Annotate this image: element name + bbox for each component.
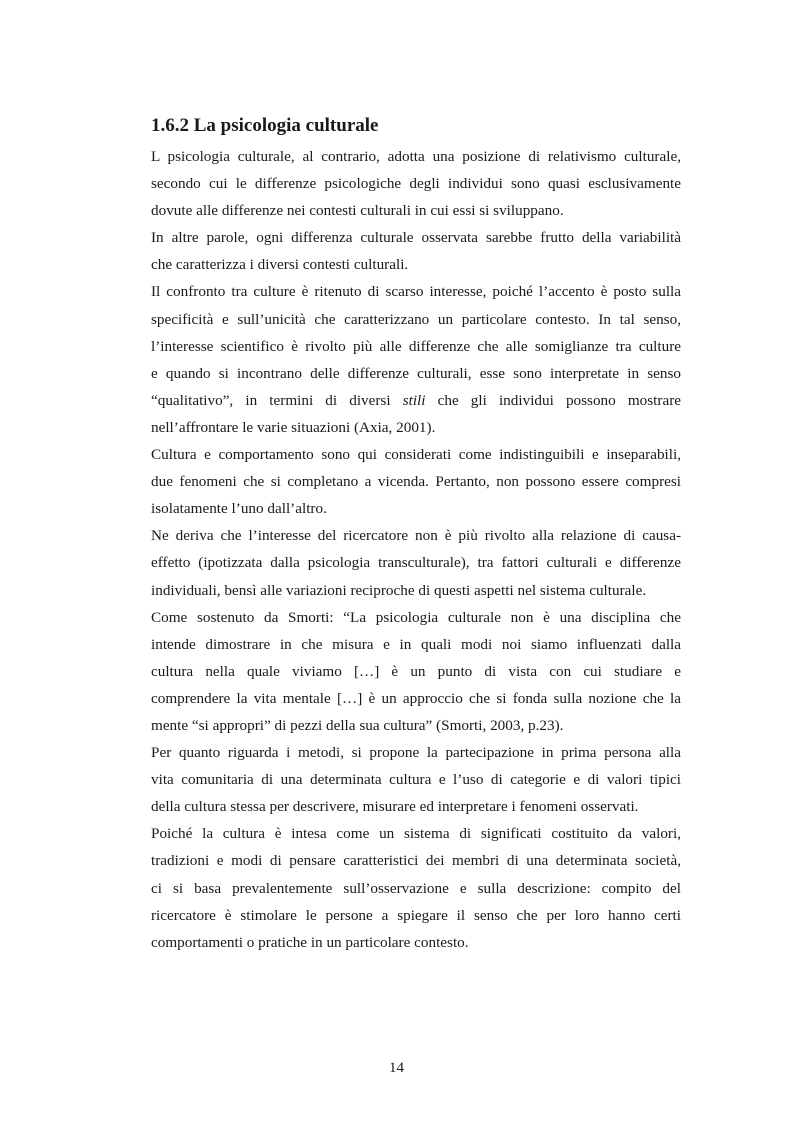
text-line: In altre parole, ogni differenza culturale osservata sarebbe frutto della variabilità <box>151 229 681 247</box>
text-line: vita comunitaria di una determinata cultura e l’uso di categorie e di valori tipici <box>151 771 681 789</box>
text-line: isolatamente l’uno dall’altro. <box>151 500 327 518</box>
italic-term: stili <box>402 391 426 409</box>
text-line: effetto (ipotizzata dalla psicologia transculturale), tra fattori culturali e differenze <box>151 554 681 572</box>
text-line: l’interesse scientifico è rivolto più alle differenze che alle somiglianze tra culture <box>151 337 681 355</box>
text-line: Per quanto riguarda i metodi, si propone la partecipazione in prima persona alla <box>151 744 681 762</box>
text-line: comprendere la vita mentale […] è un approccio che si fonda sulla nozione che la <box>151 689 681 707</box>
text-line: mente “si appropri” di pezzi della sua cultura” (Smorti, 2003, p.23). <box>151 716 564 734</box>
text-line: ricercatore è stimolare le persone a spiegare il senso che per loro hanno certi <box>151 906 681 924</box>
text-line: cultura nella quale viviamo […] è un punto di vista con cui studiare e <box>151 662 681 680</box>
text-line: Come sostenuto da Smorti: “La psicologia culturale non è una disciplina che <box>151 608 681 626</box>
text-line-with-italic <box>151 387 681 414</box>
text-line: dovute alle differenze nei contesti culturali in cui essi si sviluppano. <box>151 202 564 220</box>
text-line: Ne deriva che l’interesse del ricercatore non è più rivolto alla relazione di causa- <box>151 527 681 545</box>
text-line: tradizioni e modi di pensare caratteristici dei membri di una determinata società, <box>151 852 681 870</box>
paragraph-8 <box>151 820 681 955</box>
paragraph-4 <box>151 441 681 522</box>
text-line: Cultura e comportamento sono qui considerati come indistinguibili e inseparabili, <box>151 446 681 464</box>
paragraph-3 <box>151 278 681 441</box>
body-text <box>151 143 681 956</box>
text-fragment: “qualitativo”, in termini di diversi <box>151 391 391 409</box>
text-line: Il confronto tra culture è ritenuto di scarso interesse, poiché l’accento è posto sulla <box>151 283 681 301</box>
text-line: ci si basa prevalentemente sull’osservazione e sulla descrizione: compito del <box>151 879 681 897</box>
paragraph-6 <box>151 604 681 739</box>
paragraph-5 <box>151 522 681 603</box>
section-title: 1.6.2 La psicologia culturale <box>151 115 379 136</box>
text-line: intende dimostrare in che misura e in quali modi noi siamo influenzati dalla <box>151 635 681 653</box>
text-line: L psicologia culturale, al contrario, adotta una posizione di relativismo culturale, <box>151 148 681 165</box>
text-fragment: che gli individui possono mostrare <box>437 391 681 409</box>
text-line: individuali, bensì alle variazioni reciproche di questi aspetti nel sistema culturale. <box>151 581 647 599</box>
text-line: Poiché la cultura è intesa come un sistema di significati costituito da valori, <box>151 825 681 843</box>
page-number: 14 <box>389 1060 404 1076</box>
paragraph-2 <box>151 224 681 278</box>
paragraph-7 <box>151 739 681 820</box>
text-line: due fenomeni che si completano a vicenda. Pertanto, non possono essere compresi <box>151 473 681 491</box>
text-line: specificità e sull’unicità che caratterizzano un particolare contesto. In tal senso, <box>151 310 681 328</box>
text-line: secondo cui le differenze psicologiche degli individui sono quasi esclusivamente <box>151 175 681 193</box>
text-line: della cultura stessa per descrivere, misurare ed interpretare i fenomeni osservati. <box>151 798 639 816</box>
paragraph-1 <box>151 143 681 224</box>
text-line: nell’affrontare le varie situazioni (Axia, 2001). <box>151 418 436 436</box>
text-line: che caratterizza i diversi contesti culturali. <box>151 256 409 274</box>
text-line: e quando si incontrano delle differenze culturali, esse sono interpretate in senso <box>151 364 681 382</box>
text-line: comportamenti o pratiche in un particolare contesto. <box>151 933 469 951</box>
